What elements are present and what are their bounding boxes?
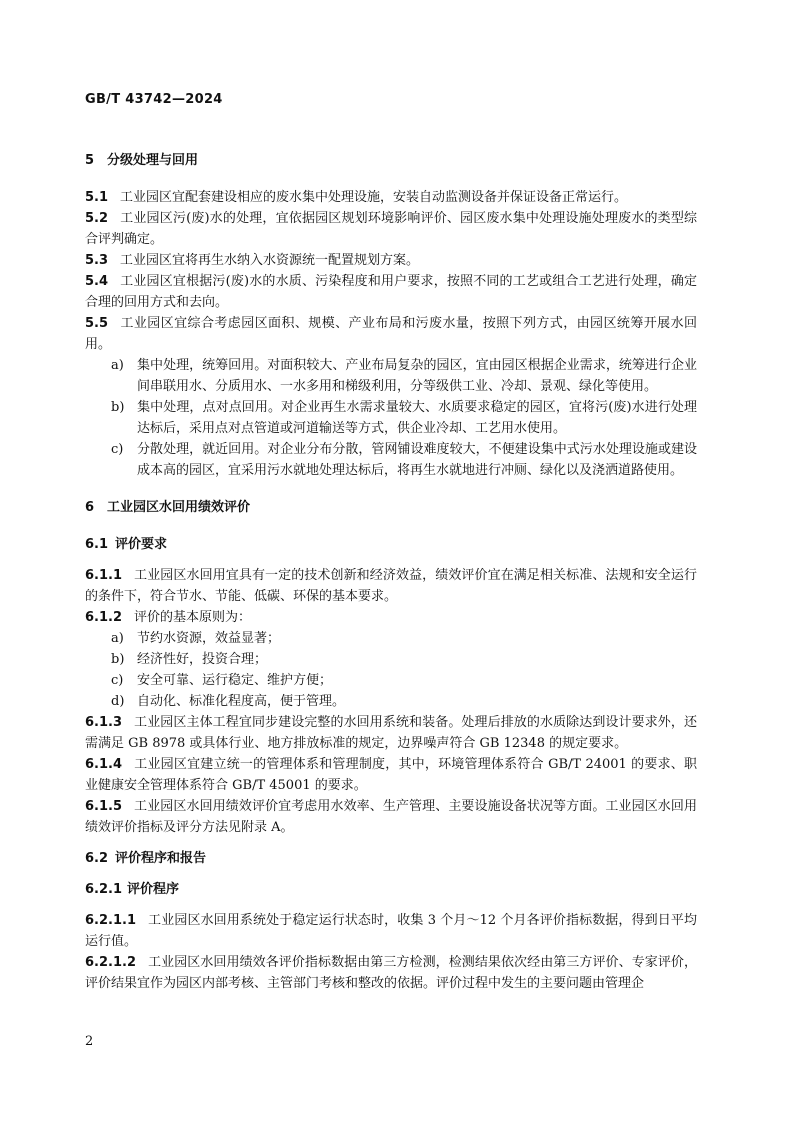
clause-text: 工业园区主体工程宜同步建设完整的水回用系统和装备。处理后排放的水质除达到设计要求外，还需满足 GB 8978 或具体行业、地方排放标准的规定，边界噪声符合 GB 12348 的规定要求。: [85, 715, 697, 751]
list-label: b): [111, 652, 125, 667]
section-number: 6.1: [85, 537, 109, 552]
clause-6-1-4: [85, 754, 697, 796]
clause-5-2: [85, 208, 697, 250]
section-number: 5: [85, 153, 95, 168]
clause-6-1-2: [85, 607, 697, 628]
list-item-6-1-2-b: [85, 649, 697, 670]
clause-5-1: [85, 187, 697, 208]
section-6-2-heading: [85, 848, 697, 869]
list-text: 自动化、标准化程度高，便于管理。: [137, 694, 346, 709]
clause-number: 5.2: [85, 211, 109, 226]
list-label: a): [111, 631, 124, 646]
section-6-2-1-heading: [85, 879, 697, 900]
clause-number: 5.4: [85, 274, 109, 289]
list-label: d): [111, 694, 125, 709]
section-title: 评价程序: [127, 882, 180, 897]
list-label: c): [111, 442, 124, 457]
section-title: 分级处理与回用: [107, 153, 199, 168]
list-item-5-5-b: [85, 397, 697, 439]
section-6-heading: [85, 497, 697, 518]
clause-5-4: [85, 271, 697, 313]
clause-number: 5.1: [85, 190, 109, 205]
clause-number: 6.1.4: [85, 757, 123, 772]
list-text: 分散处理，就近回用。对企业分布分散，管网铺设难度较大，不便建设集中式污水处理设施或建设成本高的园区，宜采用污水就地处理达标后，将再生水就地进行冲厕、绿化以及浇洒道路使用。: [137, 442, 697, 478]
list-item-5-5-c: [85, 439, 697, 481]
clause-6-1-1: [85, 565, 697, 607]
clause-text: 评价的基本原则为：: [134, 610, 252, 625]
list-text: 节约水资源，效益显著；: [137, 631, 281, 646]
section-number: 6: [85, 500, 95, 515]
list-item-5-5-a: [85, 355, 697, 397]
list-text: 经济性好，投资合理；: [137, 652, 268, 667]
standard-code: GB/T 43742—2024: [85, 92, 223, 107]
list-text: 集中处理，点对点回用。对企业再生水需求量较大、水质要求稳定的园区，宜将污(废)水进行处理达标后，采用点对点管道或河道输送等方式，供企业冷却、工艺用水使用。: [137, 400, 697, 436]
list-label: b): [111, 400, 125, 415]
list-text: 集中处理，统筹回用。对面积较大、产业布局复杂的园区，宜由园区根据企业需求，统筹进行企业间串联用水、分质用水、一水多用和梯级利用，分等级供工业、冷却、景观、绿化等使用。: [137, 358, 697, 394]
clause-number: 6.1.3: [85, 715, 123, 730]
clause-number: 6.1.2: [85, 610, 123, 625]
clause-6-1-5: [85, 796, 697, 838]
clause-number: 5.3: [85, 253, 109, 268]
section-number: 6.2.1: [85, 882, 123, 897]
list-item-6-1-2-a: [85, 628, 697, 649]
clause-6-1-3: [85, 712, 697, 754]
section-5-heading: [85, 150, 697, 171]
list-text: 安全可靠、运行稳定、维护方便；: [137, 673, 333, 688]
clause-number: 5.5: [85, 316, 109, 331]
clause-number: 6.2.1.1: [85, 913, 136, 928]
clause-text: 工业园区水回用宜具有一定的技术创新和经济效益，绩效评价宜在满足相关标准、法规和安全运行的条件下，符合节水、节能、低碳、环保的基本要求。: [85, 568, 697, 604]
section-6-1-heading: [85, 534, 697, 555]
document-body: [85, 150, 697, 994]
clause-5-5: [85, 313, 697, 355]
clause-text: 工业园区宜配套建设相应的废水集中处理设施，安装自动监测设备并保证设备正常运行。: [120, 190, 628, 205]
clause-6-2-1-2: [85, 952, 697, 994]
clause-text: 工业园区宜根据污(废)水的水质、污染程度和用户要求，按照不同的工艺或组合工艺进行处理，确定合理的回用方式和去向。: [85, 274, 697, 310]
clause-number: 6.1.1: [85, 568, 123, 583]
clause-text: 工业园区水回用绩效各评价指标数据由第三方检测，检测结果依次经由第三方评价、专家评价，评价结果宜作为园区内部考核、主管部门考核和整改的依据。评价过程中发生的主要问题由管理企: [85, 955, 697, 991]
section-title: 评价要求: [115, 537, 168, 552]
clause-number: 6.1.5: [85, 799, 123, 814]
section-title: 评价程序和报告: [115, 851, 207, 866]
page-number: 2: [85, 1034, 94, 1049]
clause-5-3: [85, 250, 697, 271]
clause-text: 工业园区水回用系统处于稳定运行状态时，收集 3 个月～12 个月各评价指标数据，得到日平均运行值。: [85, 913, 697, 949]
clause-number: 6.2.1.2: [85, 955, 136, 970]
section-title: 工业园区水回用绩效评价: [107, 500, 251, 515]
clause-6-2-1-1: [85, 910, 697, 952]
list-item-6-1-2-d: [85, 691, 697, 712]
list-label: a): [111, 358, 124, 373]
section-number: 6.2: [85, 851, 109, 866]
clause-text: 工业园区宜综合考虑园区面积、规模、产业布局和污废水量，按照下列方式，由园区统筹开展水回用。: [85, 316, 697, 352]
clause-text: 工业园区水回用绩效评价宜考虑用水效率、生产管理、主要设施设备状况等方面。工业园区水回用绩效评价指标及评分方法见附录 A。: [85, 799, 697, 835]
clause-text: 工业园区宜将再生水纳入水资源统一配置规划方案。: [120, 253, 420, 268]
clause-text: 工业园区宜建立统一的管理体系和管理制度，其中，环境管理体系符合 GB/T 24001 的要求、职业健康安全管理体系符合 GB/T 45001 的要求。: [85, 757, 697, 793]
clause-text: 工业园区污(废)水的处理，宜依据园区规划环境影响评价、园区废水集中处理设施处理废水的类型综合评判确定。: [85, 211, 697, 247]
list-item-6-1-2-c: [85, 670, 697, 691]
list-label: c): [111, 673, 124, 688]
